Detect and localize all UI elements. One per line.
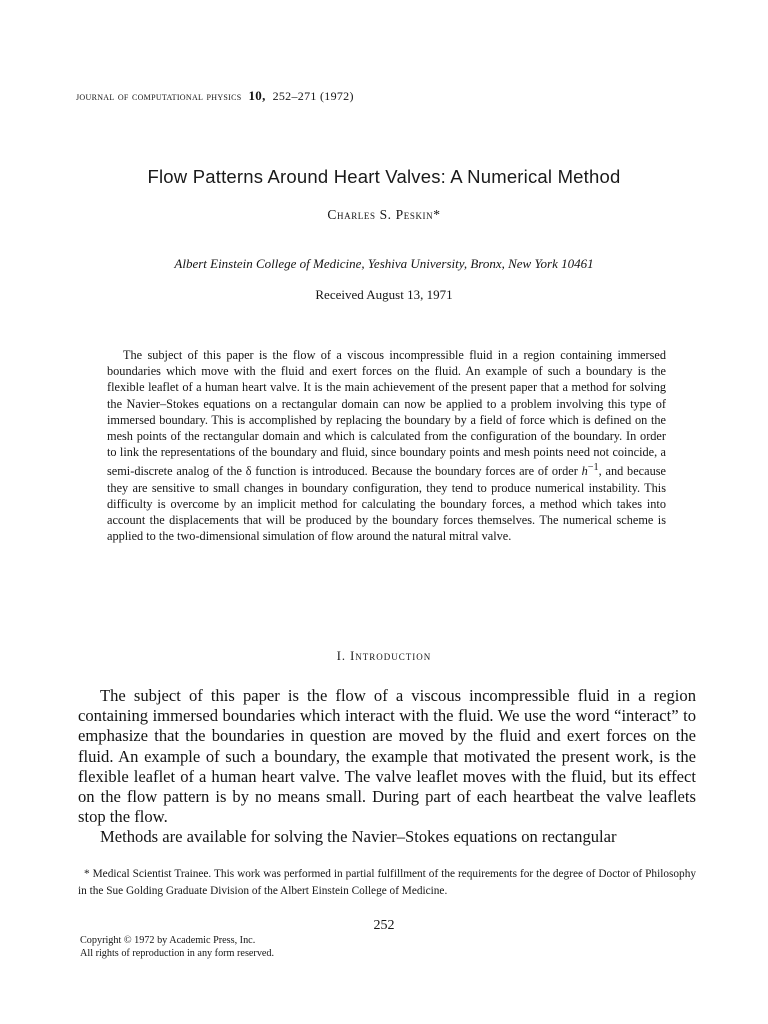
- journal-name: journal of computational physics: [76, 89, 242, 103]
- journal-header: [76, 88, 354, 104]
- section-title: Introduction: [350, 649, 432, 663]
- author-affiliation: Albert Einstein College of Medicine, Yeshiva University, Bronx, New York 10461: [174, 256, 594, 271]
- paper-title: Flow Patterns Around Heart Valves: A Numerical Method: [147, 166, 621, 187]
- body-paragraph-2: Methods are available for solving the Navier–Stokes equations on rectangular: [100, 827, 617, 847]
- journal-pages-year: 252–271 (1972): [272, 89, 354, 103]
- abstract-text-part2: , and because they are sensitive to small changes in boundary configuration, they tend to produce numerical instability. This difficulty is overcome by an implicit method for calculating the boundary forces, a method which takes into account the displacements that will be produced by the boundary forces themselves. The numerical scheme is applied to the two-dimensional simulation of flow around the natural mitral valve.: [107, 464, 666, 544]
- author-name: Charles S. Peskin*: [327, 207, 441, 222]
- copyright-line-1: Copyright © 1972 by Academic Press, Inc.: [80, 935, 256, 946]
- abstract-paragraph: [107, 347, 666, 545]
- body-paragraph-1: The subject of this paper is the flow of a viscous incompressible fluid in a region containing immersed boundaries which interact with the fluid. We use the word “interact” to emphasize that the boundaries in question are moved by the fluid and exert forces on the fluid. An example of such a boundary, the example that motivated the present work, is the flexible leaflet of a human heart valve. The valve leaflet moves with the fluid, but its effect on the flow pattern is by no means small. During part of each heartbeat the valve leaflets stop the flow.: [78, 686, 696, 827]
- abstract-text-part1: The subject of this paper is the flow of a viscous incompressible fluid in a region containing immersed boundaries which move with the fluid and exert forces on the fluid. An example of such a boundary is the flexible leaflet of a human heart valve. It is the main achievement of the present paper that a method for solving the Navier–Stokes equations on a rectangular domain can now be applied to a problem involving this type of immersed boundary. This is accomplished by replacing the boundary by a field of force which is defined on the mesh points of the rectangular domain and which is calculated from the configuration of the boundary. In order to link the representations of the boundary and fluid, since boundary points and mesh points need not coincide, a semi-discrete analog of the δ function is introduced. Because the boundary forces are of order: [107, 348, 666, 479]
- body-text: [78, 686, 696, 848]
- section-heading: [0, 649, 768, 664]
- abstract-h-symbol: h: [581, 464, 588, 479]
- journal-volume: 10,: [248, 88, 266, 103]
- section-numeral: I.: [336, 649, 346, 663]
- received-date: Received August 13, 1971: [315, 287, 453, 302]
- page-number: 252: [373, 918, 395, 933]
- footnote-text: * Medical Scientist Trainee. This work was performed in partial fulfillment of the requirements for the degree of Doctor of Philosophy in the Sue Golding Graduate Division of the Albert Einstein College of Medicine.: [78, 868, 696, 898]
- footnote: [78, 866, 696, 900]
- copyright-line-2: All rights of reproduction in any form reserved.: [80, 948, 275, 959]
- copyright-notice: [80, 934, 274, 960]
- abstract-exponent: −1: [587, 462, 599, 474]
- abstract: [107, 347, 666, 545]
